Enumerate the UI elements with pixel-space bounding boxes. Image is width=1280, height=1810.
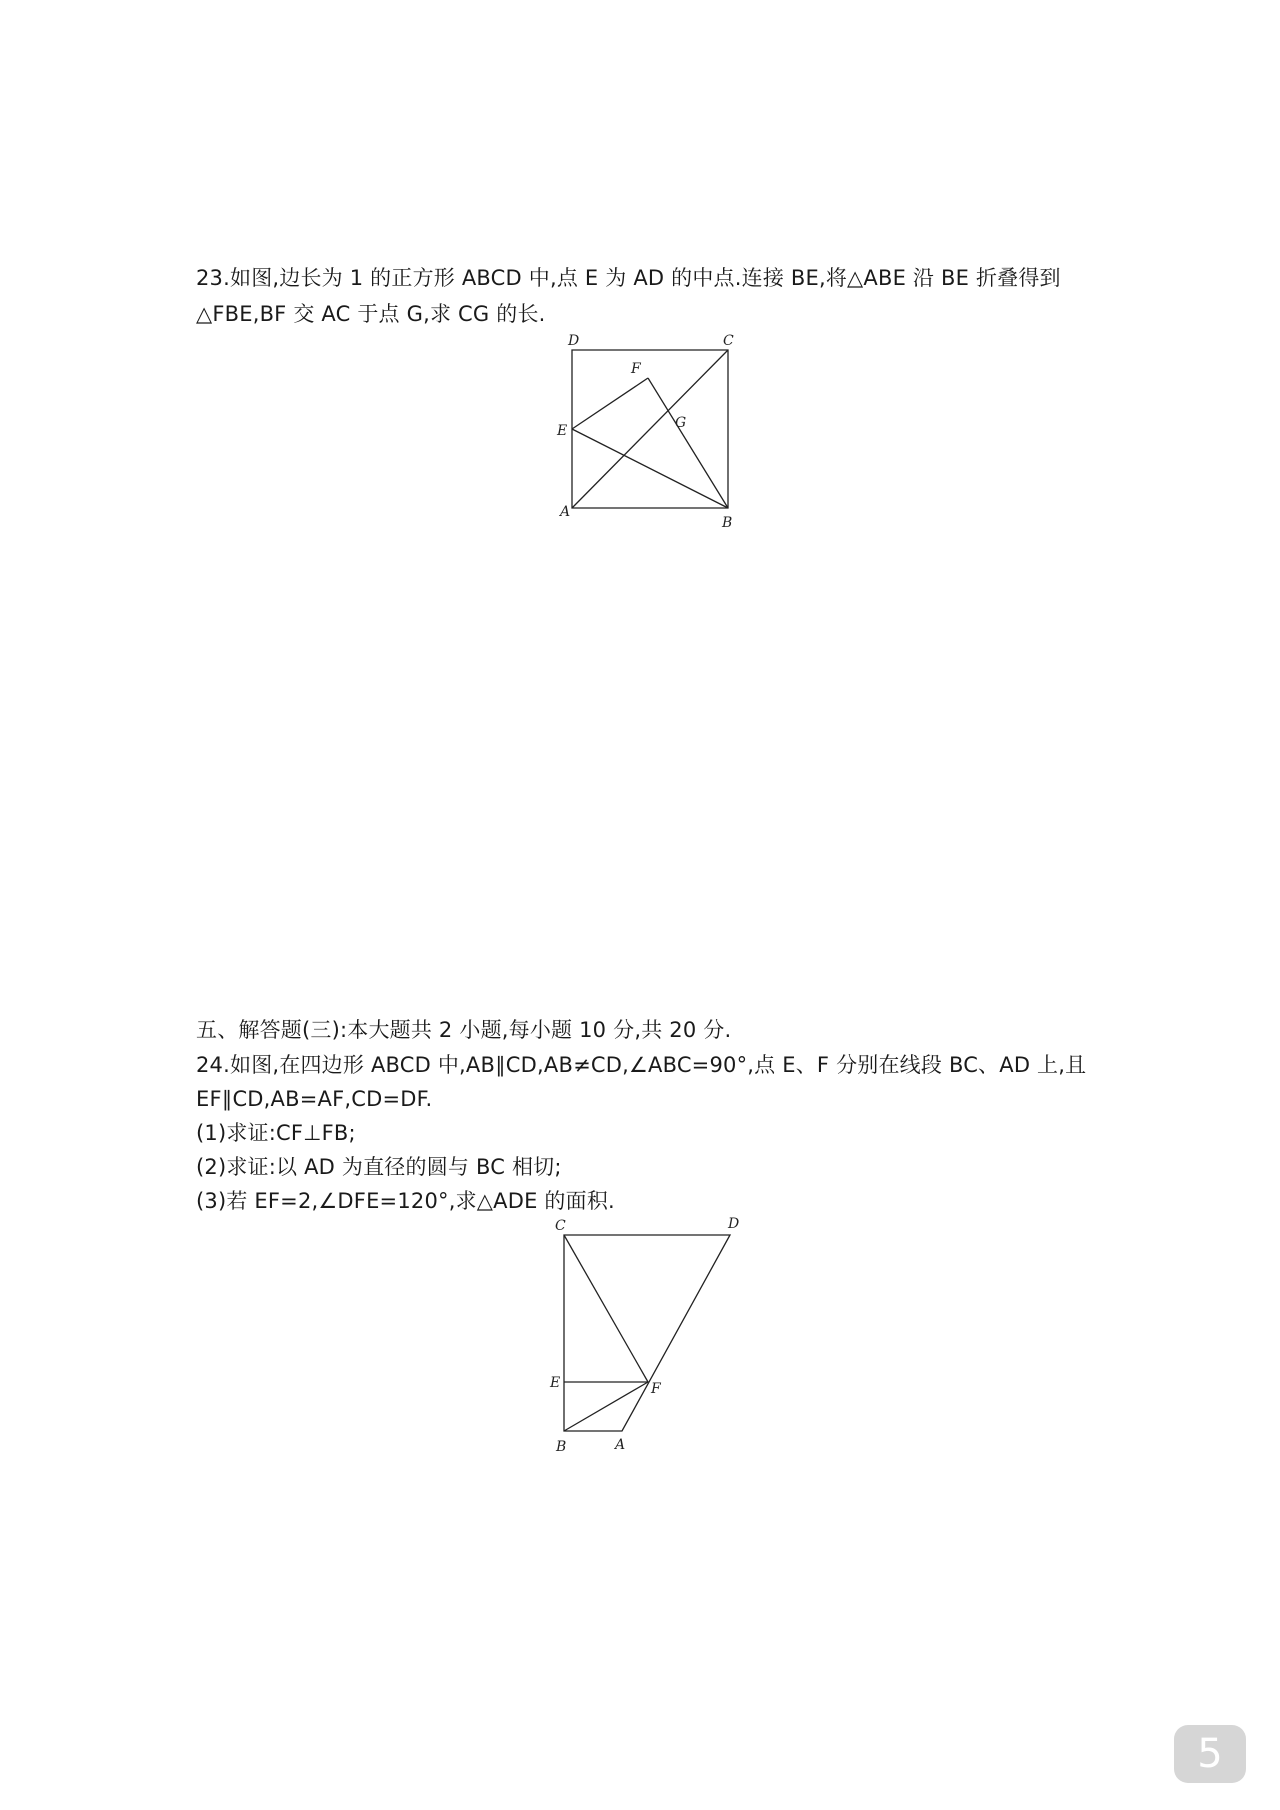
- problem-24-line-1: 24.如图,在四边形 ABCD 中,AB∥CD,AB≠CD,∠ABC=90°,点 E、F 分别在线段 BC、AD 上,且: [196, 1053, 1087, 1077]
- problem-24-part-2: (2)求证:以 AD 为直径的圆与 BC 相切;: [196, 1155, 562, 1179]
- problem-23-line-1: 23.如图,边长为 1 的正方形 ABCD 中,点 E 为 AD 的中点.连接 BE,将△ABE 沿 BE 折叠得到: [196, 266, 1061, 290]
- segment-eb: [572, 429, 728, 508]
- problem-24-line-2: EF∥CD,AB=AF,CD=DF.: [196, 1087, 433, 1111]
- section-5-heading: 五、解答题(三):本大题共 2 小题,每小题 10 分,共 20 分.: [196, 1018, 732, 1042]
- problem-23-line-2: △FBE,BF 交 AC 于点 G,求 CG 的长.: [196, 302, 546, 326]
- label-c: C: [555, 1218, 566, 1234]
- segment-ef: [572, 378, 648, 429]
- label-e: E: [557, 423, 568, 439]
- label-b: B: [722, 515, 733, 531]
- label-d: D: [568, 333, 580, 349]
- label-g: G: [675, 415, 687, 431]
- label-a: A: [560, 504, 571, 520]
- label-e: E: [550, 1375, 561, 1391]
- problem-24-part-1: (1)求证:CF⊥FB;: [196, 1121, 356, 1145]
- label-a: A: [615, 1437, 626, 1453]
- label-f: F: [651, 1381, 661, 1397]
- label-c: C: [723, 333, 734, 349]
- diagonal-ac: [572, 350, 728, 508]
- label-b: B: [556, 1439, 567, 1455]
- problem-24-figure: [540, 1210, 760, 1460]
- page-number-badge: 5: [1174, 1725, 1246, 1783]
- problem-23-figure: [540, 325, 760, 535]
- quadrilateral-abcd: [564, 1235, 730, 1431]
- label-f: F: [631, 361, 641, 377]
- problem-24-part-3: (3)若 EF=2,∠DFE=120°,求△ADE 的面积.: [196, 1189, 615, 1213]
- label-d: D: [728, 1216, 740, 1232]
- segment-cf: [564, 1235, 648, 1382]
- segment-fb: [648, 378, 728, 508]
